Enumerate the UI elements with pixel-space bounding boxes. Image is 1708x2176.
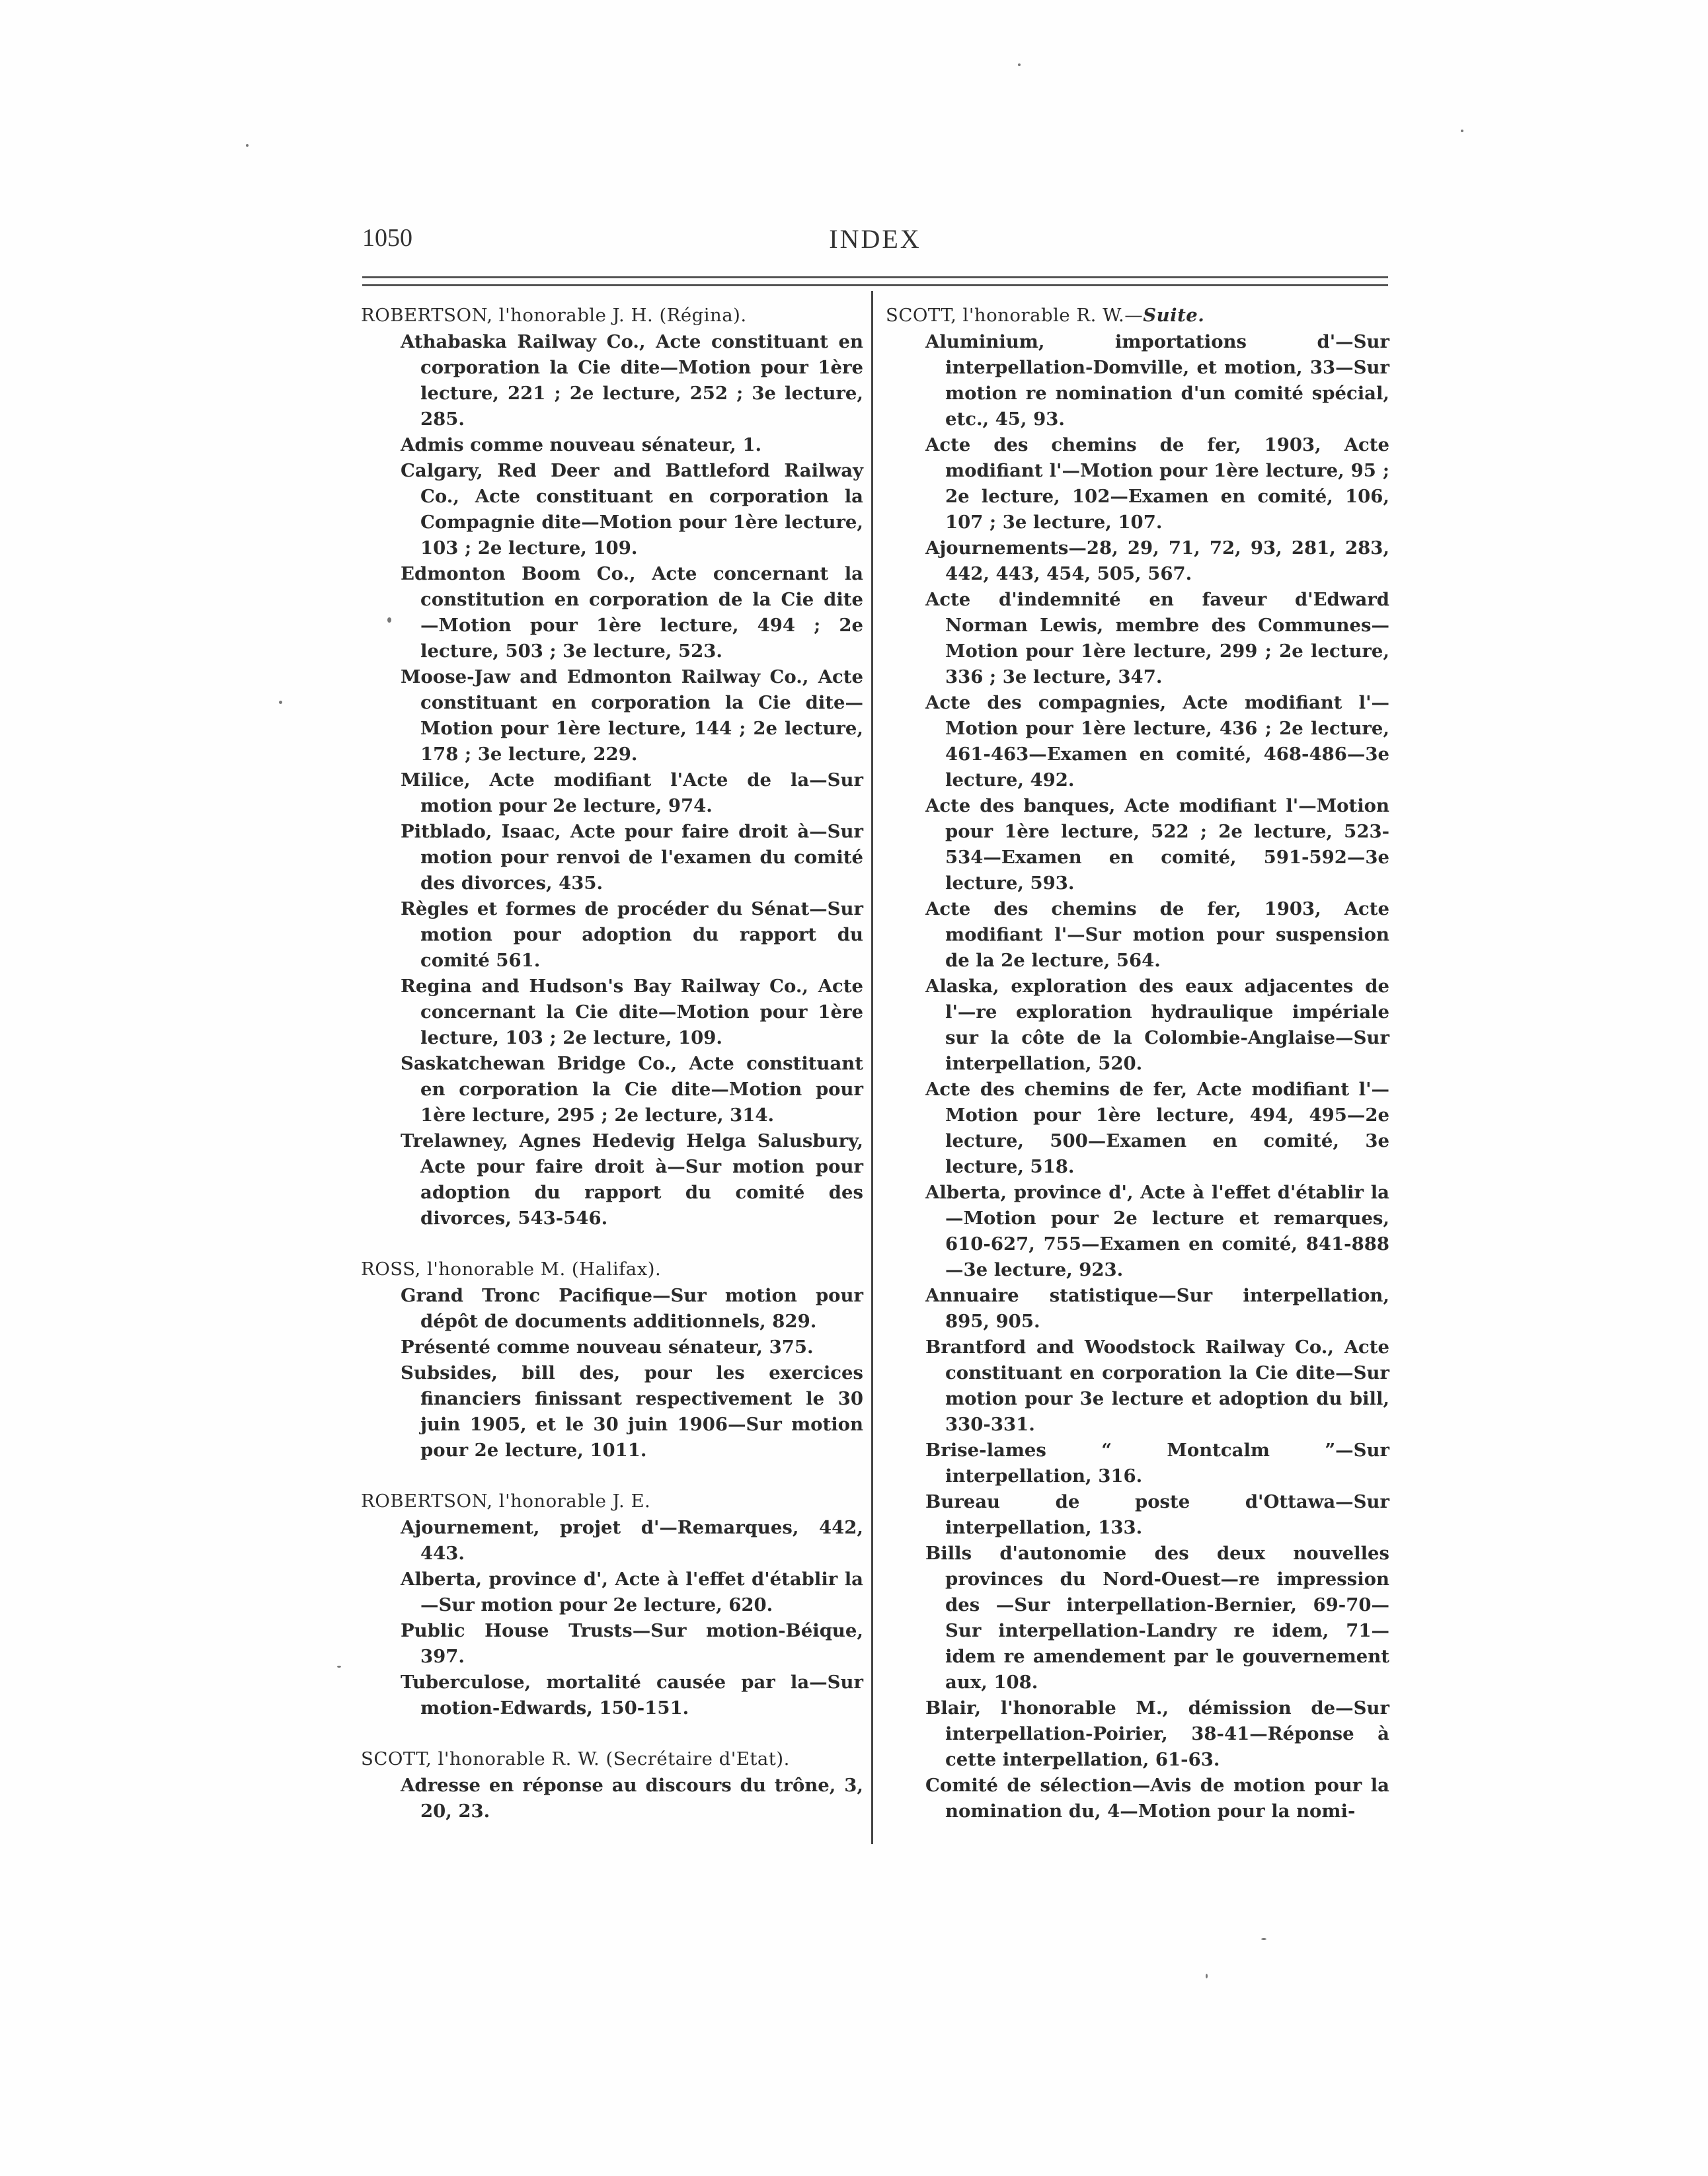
person-block-ross — [361, 1257, 863, 1463]
left-column — [361, 303, 863, 1849]
scan-speck — [337, 1666, 341, 1668]
index-entry: Blair, l'honorable M., démission de—Sur interpellation-Poirier, 38-41—Réponse à cette interpellation, 61-63. — [925, 1697, 1389, 1770]
index-entry: Athabaska Railway Co., Acte constituant en corporation la Cie dite—Motion pour 1ère lecture, 221 ; 2e lecture, 252 ; 3e lecture, 285. — [401, 331, 863, 430]
index-entry: Alberta, province d', Acte à l'effet d'établir la—Motion pour 2e lecture et remarques, 610-627, 755—Examen en comité, 841-888—3e lecture, 923. — [925, 1182, 1389, 1280]
index-entry: Brantford and Woodstock Railway Co., Acte constituant en corporation la Cie dite—Sur motion pour 3e lecture et adoption du bill, 330-331. — [925, 1337, 1389, 1435]
index-entry: Bureau de poste d'Ottawa—Sur interpellation, 133. — [925, 1491, 1389, 1538]
index-entry: Subsides, bill des, pour les exercices financiers finissant respectivement le 30 juin 1905, et le 30 juin 1906—Sur motion pour 2e lecture, 1011. — [401, 1362, 863, 1461]
person-block-robertson-jh — [361, 303, 863, 1231]
index-entry: Regina and Hudson's Bay Railway Co., Acte concernant la Cie dite—Motion pour 1ère lecture, 103 ; 2e lecture, 109. — [401, 976, 863, 1048]
continued-label: Suite. — [1143, 305, 1205, 326]
page-number: 1050 — [362, 224, 412, 252]
index-entry: Comité de sélection—Avis de motion pour la nomination du, 4—Motion pour la nomi- — [925, 1775, 1389, 1822]
index-entry: Ajournements—28, 29, 71, 72, 93, 281, 283, 442, 443, 454, 505, 567. — [925, 537, 1389, 584]
person-block-scott — [361, 1746, 863, 1824]
index-entry: Tuberculose, mortalité causée par la—Sur motion-Edwards, 150-151. — [401, 1672, 863, 1719]
index-entry: Adresse en réponse au discours du trône, 3, 20, 23. — [401, 1775, 863, 1822]
page-title: INDEX — [829, 224, 921, 254]
person-heading: ROBERTSON, l'honorable J. H. (Régina). — [361, 305, 747, 326]
scan-speck — [1018, 63, 1021, 66]
index-entry: Alaska, exploration des eaux adjacentes de l'—re exploration hydraulique impériale sur la côte de la Colombie-Anglaise—Sur interpellation, 520. — [925, 976, 1389, 1074]
scan-speck — [1261, 1938, 1266, 1940]
person-heading-name: SCOTT, l'honorable R. W.— — [886, 305, 1144, 326]
index-entry: Présenté comme nouveau sénateur, 375. — [401, 1337, 814, 1358]
column-divider — [871, 291, 873, 1844]
index-entry: Acte des banques, Acte modifiant l'—Motion pour 1ère lecture, 522 ; 2e lecture, 523-534—Examen en comité, 591-592—3e lecture, 593. — [925, 795, 1389, 894]
index-entry: Acte des compagnies, Acte modifiant l'—Motion pour 1ère lecture, 436 ; 2e lecture, 461-463—Examen en comité, 468-486—3e lecture, 492. — [925, 692, 1389, 791]
person-heading: SCOTT, l'honorable R. W. (Secrétaire d'Etat). — [361, 1748, 790, 1769]
person-block-robertson-je — [361, 1489, 863, 1721]
index-entry: Pitblado, Isaac, Acte pour faire droit à—Sur motion pour renvoi de l'examen du comité des divorces, 435. — [401, 821, 863, 894]
index-entry: Edmonton Boom Co., Acte concernant la constitution en corporation de la Cie dite —Motion pour 1ère lecture, 494 ; 2e lecture, 503 ; 3e lecture, 523. — [401, 563, 863, 662]
index-entry: Public House Trusts—Sur motion-Béique, 397. — [401, 1620, 863, 1667]
index-entry: Trelawney, Agnes Hedevig Helga Salusbury, Acte pour faire droit à—Sur motion pour adoption du rapport du comité des divorces, 543-546. — [401, 1130, 863, 1229]
page-header — [362, 218, 1388, 264]
index-entry: Milice, Acte modifiant l'Acte de la—Sur motion pour 2e lecture, 974. — [401, 769, 863, 816]
index-entry: Admis comme nouveau sénateur, 1. — [401, 434, 762, 455]
right-column — [886, 303, 1389, 1824]
index-entry: Acte des chemins de fer, 1903, Acte modifiant l'—Sur motion pour suspension de la 2e lecture, 564. — [925, 898, 1389, 971]
index-entry: Saskatchewan Bridge Co., Acte constituant en corporation la Cie dite—Motion pour 1ère lecture, 295 ; 2e lecture, 314. — [401, 1053, 863, 1126]
person-heading: ROBERTSON, l'honorable J. E. — [361, 1491, 651, 1512]
index-entry: Règles et formes de procéder du Sénat—Sur motion pour adoption du rapport du comité 561. — [401, 898, 863, 971]
index-entry: Moose-Jaw and Edmonton Railway Co., Acte constituant en corporation la Cie dite—Motion pour 1ère lecture, 144 ; 2e lecture, 178 ; 3e lecture, 229. — [401, 666, 863, 765]
index-entry: Calgary, Red Deer and Battleford Railway Co., Acte constituant en corporation la Compagnie dite—Motion pour 1ère lecture, 103 ; 2e lecture, 109. — [401, 460, 863, 559]
header-rule-bottom — [362, 284, 1388, 286]
index-entry: Alberta, province d', Acte à l'effet d'établir la—Sur motion pour 2e lecture, 620. — [401, 1569, 863, 1615]
header-rule-top — [362, 276, 1388, 278]
scan-speck — [1461, 130, 1463, 132]
index-entry: Acte des chemins de fer, 1903, Acte modifiant l'—Motion pour 1ère lecture, 95 ; 2e lecture, 102—Examen en comité, 106, 107 ; 3e lecture, 107. — [925, 434, 1389, 533]
scan-speck — [1206, 1974, 1208, 1978]
index-entry: Ajournement, projet d'—Remarques, 442, 443. — [401, 1517, 863, 1564]
scan-speck — [279, 701, 282, 704]
index-entry: Annuaire statistique—Sur interpellation, 895, 905. — [925, 1285, 1389, 1332]
person-heading: ROSS, l'honorable M. (Halifax). — [361, 1259, 662, 1280]
index-entry: Brise-lames “ Montcalm ”—Sur interpellation, 316. — [925, 1440, 1389, 1487]
index-entry: Acte des chemins de fer, Acte modifiant l'—Motion pour 1ère lecture, 494, 495—2e lecture, 500—Examen en comité, 3e lecture, 518. — [925, 1079, 1389, 1177]
index-entry: Grand Tronc Pacifique—Sur motion pour dépôt de documents additionnels, 829. — [401, 1285, 863, 1332]
scan-speck — [387, 617, 391, 623]
person-heading-continued — [886, 303, 1389, 329]
scan-speck — [246, 144, 249, 147]
index-entry: Aluminium, importations d'—Sur interpellation-Domville, et motion, 33—Sur motion re nomination d'un comité spécial, etc., 45, 93. — [925, 331, 1389, 430]
index-entry: Bills d'autonomie des deux nouvelles provinces du Nord-Ouest—re impression des —Sur interpellation-Bernier, 69-70—Sur interpellation-Landry re idem, 71—idem re amendement par le gouvernement aux, 108. — [925, 1543, 1389, 1693]
index-entry: Acte d'indemnité en faveur d'Edward Norman Lewis, membre des Communes—Motion pour 1ère lecture, 299 ; 2e lecture, 336 ; 3e lecture, 347. — [925, 589, 1389, 687]
